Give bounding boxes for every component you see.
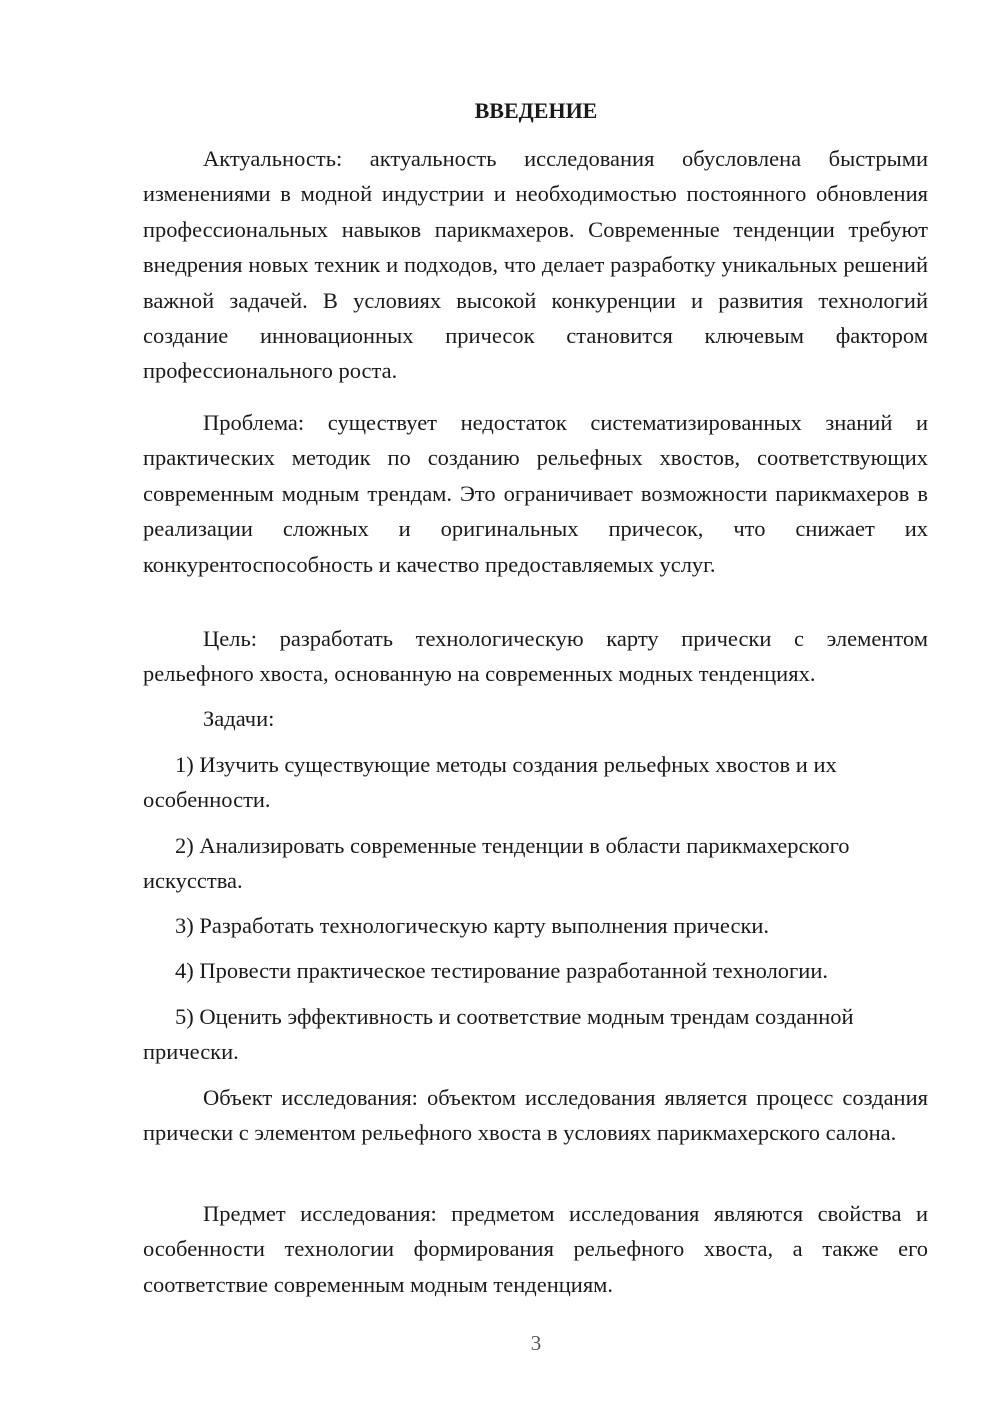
task-item-2: 2) Анализировать современные тенденции в области парикмахерского искусства. bbox=[143, 833, 850, 894]
paragraph-goal: Цель: разработать технологическую карту прически с элементом рельефного хвоста, основанную на современных модных тенденциях. bbox=[143, 626, 928, 687]
page-number: 3 bbox=[530, 1331, 542, 1355]
paragraph-problem: Проблема: существует недостаток систематизированных знаний и практических методик по созданию рельефных хвостов, соответствующих современным модным трендам. Это ограничивает возможности парикмахеров в реализации сложных и оригинальных причесок, что снижает их конкурентоспособность и качество предоставляемых услуг. bbox=[143, 410, 928, 577]
task-item-5: 5) Оценить эффективность и соответствие модным трендам созданной прически. bbox=[143, 1004, 854, 1065]
paragraph-relevance: Актуальность: актуальность исследования обусловлена быстрыми изменениями в модной индустрии и необходимостью постоянного обновления профессиональных навыков парикмахеров. Современные тенденции требуют внедрения новых техник и подходов, что делает разработку уникальных решений важной задачей. В условиях высокой конкуренции и развития технологий создание инновационных причесок становится ключевым фактором профессионального роста. bbox=[143, 146, 928, 384]
task-item-4: 4) Провести практическое тестирование разработанной технологии. bbox=[175, 958, 828, 983]
paragraph-object: Объект исследования: объектом исследования является процесс создания прически с элементом рельефного хвоста в условиях парикмахерского салона. bbox=[143, 1085, 928, 1146]
paragraph-subject: Предмет исследования: предметом исследования являются свойства и особенности технологии формирования рельефного хвоста, а также его соответствие современным модным тенденциям. bbox=[143, 1201, 928, 1297]
tasks-heading: Задачи: bbox=[203, 706, 275, 731]
task-item-1: 1) Изучить существующие методы создания рельефных хвостов и их особенности. bbox=[143, 752, 837, 813]
task-item-3: 3) Разработать технологическую карту выполнения прически. bbox=[175, 913, 770, 938]
page-title: ВВЕДЕНИЕ bbox=[474, 98, 598, 123]
